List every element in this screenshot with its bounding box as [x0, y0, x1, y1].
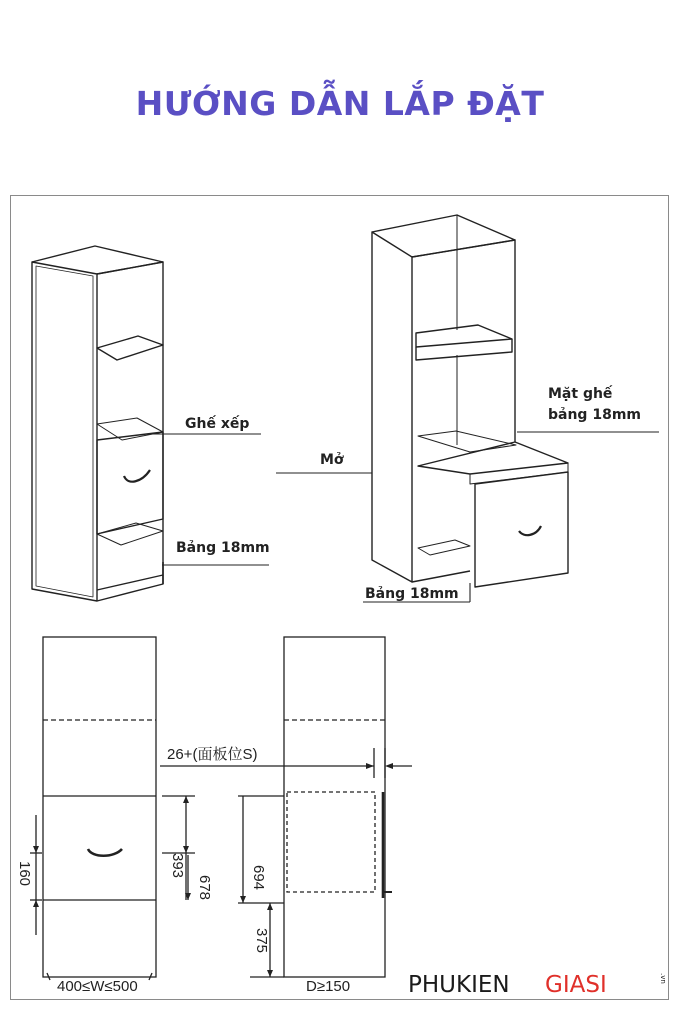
label-seat-line2: bảng 18mm — [548, 407, 641, 423]
cabinet-closed — [32, 246, 163, 601]
dim-width: 400≤W≤500 — [57, 978, 138, 995]
label-folding-chair: Ghế xếp — [185, 416, 250, 432]
leader-lines — [150, 432, 659, 602]
logo-part1: PHUKIEN — [408, 972, 510, 998]
front-elevation — [30, 637, 195, 980]
label-seat-line1: Mặt ghế — [548, 386, 613, 402]
page-title: HƯỚNG DẪN LẮP ĐẶT — [135, 84, 545, 123]
side-elevation — [160, 637, 412, 977]
dim-375: 375 — [253, 928, 270, 954]
label-board-left: Bảng 18mm — [176, 540, 270, 556]
label-board-right: Bảng 18mm — [365, 586, 459, 602]
logo-part2: GIASI — [545, 972, 607, 998]
dim-160: 160 — [16, 861, 33, 887]
dim-694: 694 — [250, 865, 267, 891]
dim-depth: D≥150 — [306, 978, 351, 995]
dim-678: 678 — [196, 875, 213, 901]
brand-logo — [408, 972, 667, 998]
logo-suffix: .vn — [659, 973, 667, 984]
label-open: Mở — [320, 452, 344, 468]
front-elevation-arrows — [33, 796, 191, 907]
dim-393: 393 — [169, 853, 186, 879]
cabinet-open — [372, 215, 568, 587]
dim-offset: 26+(面板位S) — [167, 746, 258, 763]
